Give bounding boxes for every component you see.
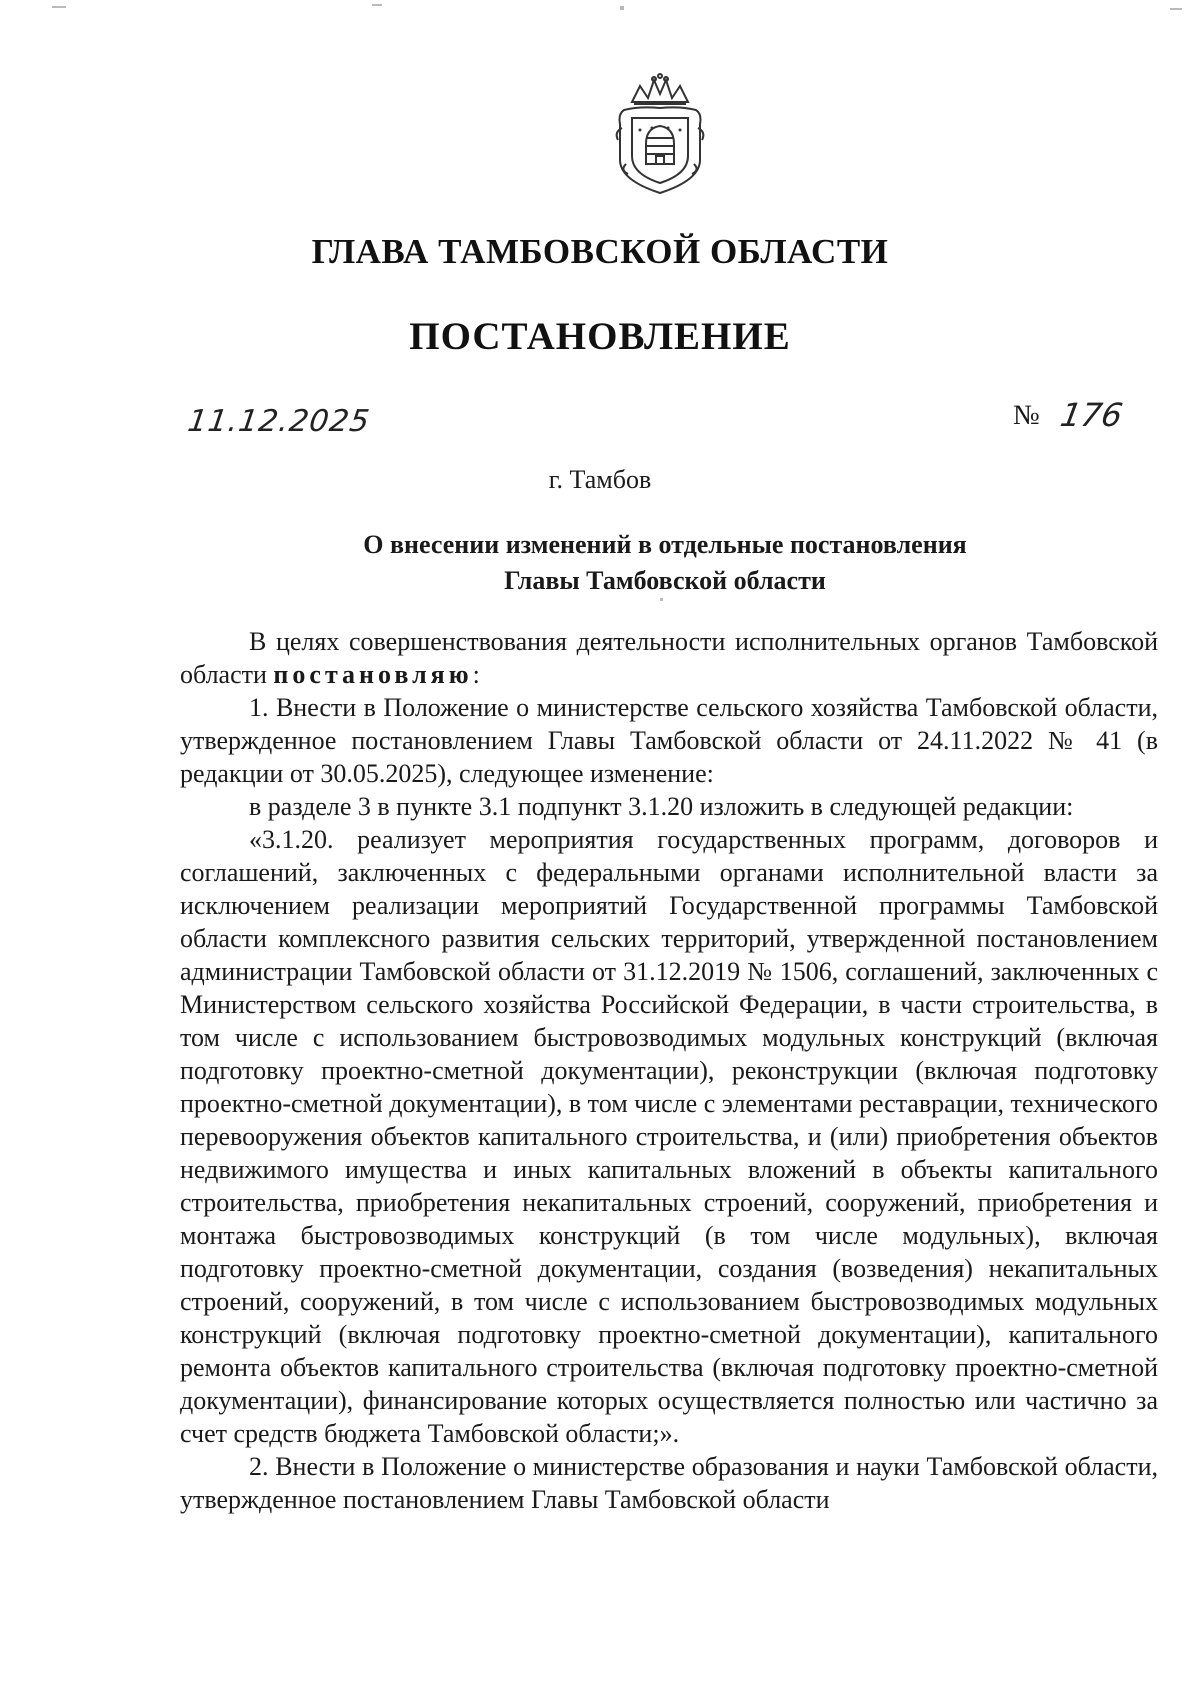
handwritten-date: 11.12.2025 [185,404,373,439]
item-2: 2. Внести в Положение о министерстве образования и науки Тамбовской области, утвержденное постановлением Главы Тамбовской области [180,1452,1158,1514]
item-1-detail: в разделе 3 в пункте 3.1 подпункт 3.1.20 изложить в следующей редакции: [249,792,1074,821]
intro-end: : [472,660,480,689]
scan-speck [620,6,624,10]
intro-keyword: постановляю [273,660,473,689]
scan-speck [372,4,382,6]
document-subject [0,527,1200,599]
handwritten-number: 176 [1057,396,1126,434]
scan-speck [660,598,663,601]
item-1: 1. Внести в Положение о министерстве сельского хозяйства Тамбовской области, утвержденное постановлением Главы Тамбовской области от 24.11.2022 № 41 (в редакции от 30.05.2025), следующее изменение: [180,693,1158,788]
document-body [180,625,1158,1516]
number-label: № [1013,400,1040,431]
scan-speck [1170,8,1182,10]
scan-speck [52,6,66,8]
tambov-coat-of-arms-icon [610,72,710,197]
intro-paragraph [180,625,1158,691]
item-1-quote: «3.1.20. реализует мероприятия государственных программ, договоров и соглашений, заключенных с федеральными органами исполнительной власти за исключением реализации мероприятий Государственной программы Тамбовской области комплексного развития сельских территорий, утвержденной постановлением администрации Тамбовской области от 31.12.2019 № 1506, соглашений, заключенных с Министерством сельского хозяйства Российской Федерации, в части строительства, в том числе с использованием быстровозводимых модульных конструкций (включая подготовку проектно-сметной документации), реконструкции (включая подготовку проектно-сметной документации), в том числе с элементами реставрации, технического перевооружения объектов капитального строительства, и (или) приобретения объектов недвижимого имущества и иных капитальных вложений в объекты капитального строительства, приобретения некапитальных строений, сооружений, приобретения и монтажа быстровозводимых конструкций (в том числе модульных), включая подготовку проектно-сметной документации, создания (возведения) некапитальных строений, сооружений, в том числе с использованием быстровозводимых модульных конструкций (включая подготовку проектно-сметной документации), капитального ремонта объектов капитального строительства (включая подготовку проектно-сметной документации), финансирование которых осуществляется полностью или частично за счет средств бюджета Тамбовской области;». [180,825,1158,1448]
document-type: ПОСТАНОВЛЕНИЕ [409,315,791,358]
intro-text: В целях совершенствования деятельности исполнительных органов Тамбовской области [180,627,1158,689]
city-line: г. Тамбов [548,465,652,494]
subject-line-1: О внесении изменений в отдельные постановления [363,530,967,559]
subject-line-2: Главы Тамбовской области [504,566,826,595]
issuing-authority: ГЛАВА ТАМБОВСКОЙ ОБЛАСТИ [311,232,889,271]
